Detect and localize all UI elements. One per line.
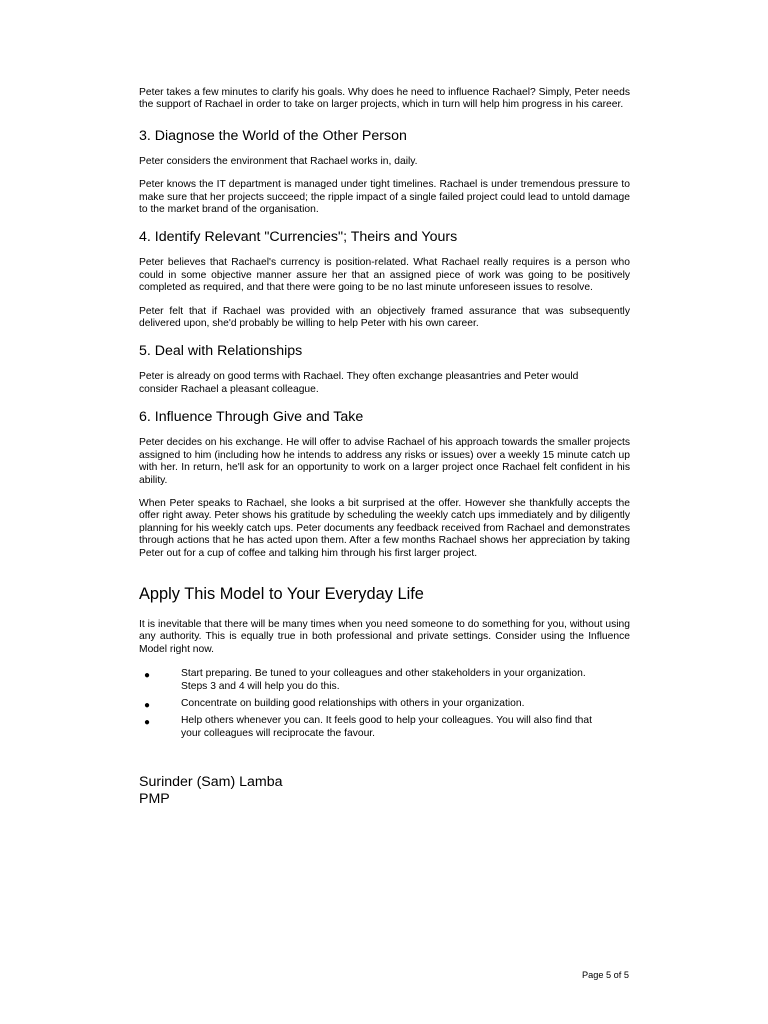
document-page: [139, 87, 630, 808]
bullet-icon: ●: [144, 699, 151, 711]
heading-relationships: 5. Deal with Relationships: [139, 343, 303, 360]
bullet-list: [139, 668, 630, 740]
paragraph-exchange: Peter decides on his exchange. He will offer to advise Rachael of his approach towards the smaller projects assigned to him (including how he intends to address any risks or issues) over a weekly 15 minute catch up with her. In return, he'll ask for an opportunity to work on a larger project once Rachael felt confident in his ability.: [139, 437, 630, 486]
heading-currencies: 4. Identify Relevant "Currencies"; Theirs and Yours: [139, 229, 458, 246]
heading-diagnose-world: 3. Diagnose the World of the Other Person: [139, 127, 407, 144]
page-number: Page 5 of 5: [582, 970, 629, 980]
list-item-text: Help others whenever you can. It feels good to help your colleagues. You will also find that your colleagues will reciprocate the favour.: [181, 715, 592, 739]
bullet-icon: ●: [144, 717, 151, 729]
paragraph-inevitable: It is inevitable that there will be many times when you need someone to do something for you, without using any authority. This is equally true in both professional and private settings. Consider using the Influence Model right now.: [139, 618, 630, 655]
heading-apply-model: Apply This Model to Your Everyday Life: [139, 584, 424, 603]
list-item: [139, 715, 601, 740]
bullet-icon: ●: [144, 670, 151, 682]
list-item-text: Concentrate on building good relationships with others in your organization.: [181, 697, 525, 709]
list-item-text: Start preparing. Be tuned to your colleagues and other stakeholders in your organization. Steps 3 and 4 will help you do this.: [181, 668, 586, 692]
list-item: [139, 698, 601, 710]
signature-block: [139, 774, 630, 808]
paragraph-good-terms: Peter is already on good terms with Rachael. They often exchange pleasantries and Peter would consider Rachael a pleasant colleague.: [139, 371, 579, 395]
author-name: Surinder (Sam) Lamba: [139, 774, 283, 791]
list-item: [139, 668, 601, 693]
paragraph-clarify-goals: Peter takes a few minutes to clarify his goals. Why does he need to influence Rachael? Simply, Peter needs the support of Rachael in order to take on larger projects, which in turn will help him progress in his career.: [139, 87, 630, 111]
author-credential: PMP: [139, 791, 170, 808]
paragraph-environment: Peter considers the environment that Rachael works in, daily.: [139, 155, 418, 167]
paragraph-rachael-currency: Peter believes that Rachael's currency is position-related. What Rachael really requires is a person who could in some objective manner assure her that an assigned piece of work was going to be positively completed as required, and that there were going to be no last minute unforeseen issues to resolve.: [139, 257, 630, 294]
paragraph-assurance: Peter felt that if Rachael was provided with an objectively framed assurance that was subsequently delivered upon, she'd probably be willing to help Peter with his own career.: [139, 305, 630, 330]
paragraph-it-department: Peter knows the IT department is managed under tight timelines. Rachael is under tremendous pressure to make sure that her projects succeed; the ripple impact of a single failed project could lead to untold damage to the market brand of the organisation.: [139, 179, 630, 216]
heading-give-and-take: 6. Influence Through Give and Take: [139, 409, 364, 426]
paragraph-speaks-to-rachael: When Peter speaks to Rachael, she looks a bit surprised at the offer. However she thankfully accepts the offer right away. Peter shows his gratitude by scheduling the weekly catch ups immediately and by diligently planning for his weekly catch ups. Peter documents any feedback received from Rachael and demonstrates through actions that he has acted upon them. After a few months Rachael shows her appreciation by taking Peter out for a cup of coffee and talking him through his first larger project.: [139, 497, 630, 559]
